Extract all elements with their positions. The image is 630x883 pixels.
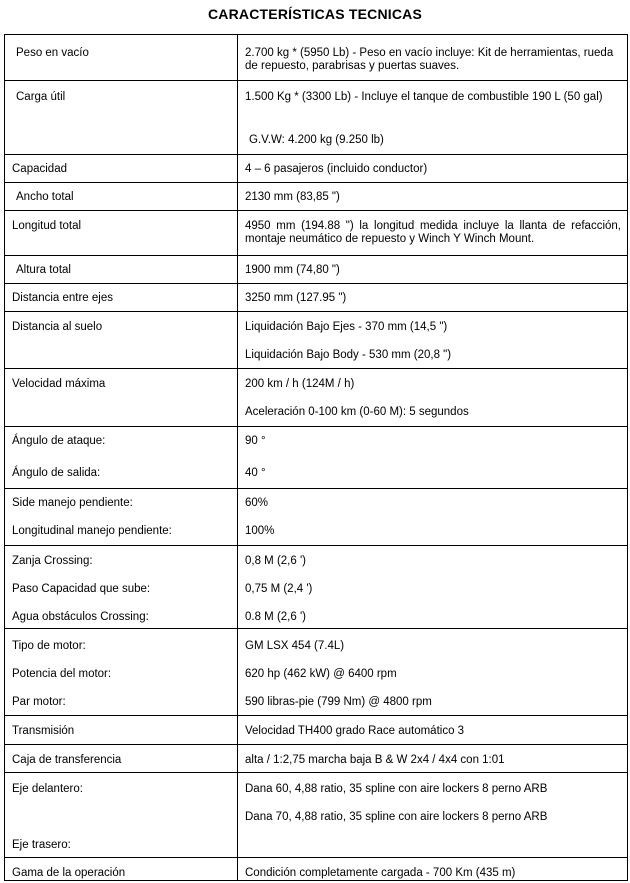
label-peso: Peso en vacío bbox=[16, 47, 89, 59]
value-aceleracion: Aceleración 0-100 km (0-60 M): 5 segundos bbox=[245, 406, 469, 418]
row-divider bbox=[4, 210, 628, 211]
value-velocidad: 200 km / h (124M / h) bbox=[245, 378, 355, 390]
value-angulo-salida: 40 ° bbox=[245, 467, 266, 479]
value-altura: 1900 mm (74,80 ") bbox=[245, 264, 340, 276]
value-eje-delantero: Dana 60, 4,88 ratio, 35 spline con aire lockers 8 perno ARB bbox=[245, 783, 548, 795]
label-ancho: Ancho total bbox=[16, 191, 74, 203]
value-potencia: 620 hp (462 kW) @ 6400 rpm bbox=[245, 668, 397, 680]
value-side-pendiente: 60% bbox=[245, 497, 269, 509]
label-capacidad: Capacidad bbox=[12, 163, 67, 175]
label-eje-delantero: Eje delantero: bbox=[12, 783, 83, 795]
value-tipo-motor: GM LSX 454 (7.4L) bbox=[245, 640, 345, 652]
value-paso: 0,75 M (2,4 ') bbox=[245, 583, 313, 595]
label-transmision: Transmisión bbox=[12, 725, 75, 737]
label-gama: Gama de la operación bbox=[12, 867, 126, 879]
label-angulo-salida: Ángulo de salida: bbox=[12, 467, 101, 479]
value-longitud: 4950 mm (194.88 ") la longitud medida incluye la llanta de refacción, montaje neumático de repuesto y Winch Y Winch Mount. bbox=[245, 220, 621, 245]
row-divider bbox=[4, 545, 628, 546]
page-title: CARACTERÍSTICAS TECNICAS bbox=[207, 6, 423, 22]
value-peso: 2.700 kg * (5950 Lb) - Peso en vacío incluye: Kit de herramientas, rueda de repuesto, parabrisas y puertas suaves. bbox=[245, 47, 614, 72]
value-zanja: 0,8 M (2,6 ') bbox=[245, 555, 306, 567]
row-divider bbox=[4, 80, 628, 81]
label-caja: Caja de transferencia bbox=[12, 754, 122, 766]
value-par: 590 libras-pie (799 Nm) @ 4800 rpm bbox=[245, 696, 432, 708]
label-carga: Carga útil bbox=[16, 91, 66, 103]
label-distancia-ejes: Distancia entre ejes bbox=[12, 292, 113, 304]
row-divider bbox=[4, 857, 628, 858]
row-divider bbox=[4, 154, 628, 155]
row-divider bbox=[4, 182, 628, 183]
value-carga: 1.500 Kg * (3300 Lb) - Incluye el tanque de combustible 190 L (50 gal) bbox=[245, 91, 603, 103]
label-longitud: Longitud total bbox=[12, 220, 82, 232]
label-distancia-suelo: Distancia al suelo bbox=[12, 321, 103, 333]
label-zanja: Zanja Crossing: bbox=[12, 555, 93, 567]
value-gama: Condición completamente cargada - 700 Km (435 m) bbox=[245, 867, 516, 879]
label-tipo-motor: Tipo de motor: bbox=[12, 640, 86, 652]
label-side-pendiente: Side manejo pendiente: bbox=[12, 497, 133, 509]
value-transmision: Velocidad TH400 grado Race automático 3 bbox=[245, 725, 465, 737]
value-ancho: 2130 mm (83,85 ") bbox=[245, 191, 340, 203]
row-divider bbox=[4, 628, 628, 629]
row-divider bbox=[4, 426, 628, 427]
value-eje-trasero: Dana 70, 4,88 ratio, 35 spline con aire lockers 8 perno ARB bbox=[245, 811, 548, 823]
column-divider bbox=[237, 34, 238, 881]
value-angulo-ataque: 90 ° bbox=[245, 435, 266, 447]
label-eje-trasero: Eje trasero: bbox=[12, 839, 71, 851]
row-divider bbox=[4, 715, 628, 716]
label-par: Par motor: bbox=[12, 696, 66, 708]
row-divider bbox=[4, 744, 628, 745]
row-divider bbox=[4, 488, 628, 489]
row-divider bbox=[4, 311, 628, 312]
label-angulo-ataque: Ángulo de ataque: bbox=[12, 435, 106, 447]
row-divider bbox=[4, 283, 628, 284]
label-altura: Altura total bbox=[16, 264, 71, 276]
value-longitudinal-pendiente: 100% bbox=[245, 525, 275, 537]
label-agua: Agua obstáculos Crossing: bbox=[12, 611, 149, 623]
value-capacidad: 4 – 6 pasajeros (incluido conductor) bbox=[245, 163, 428, 175]
label-potencia: Potencia del motor: bbox=[12, 668, 112, 680]
label-paso: Paso Capacidad que sube: bbox=[12, 583, 151, 595]
row-divider bbox=[4, 255, 628, 256]
value-distancia-ejes: 3250 mm (127.95 ") bbox=[245, 292, 347, 304]
label-velocidad: Velocidad máxima bbox=[12, 378, 106, 390]
value-caja: alta / 1:2,75 marcha baja B & W 2x4 / 4x4 con 1:01 bbox=[245, 754, 505, 766]
value-agua: 0.8 M (2,6 ') bbox=[245, 611, 306, 623]
label-longitudinal-pendiente: Longitudinal manejo pendiente: bbox=[12, 525, 172, 537]
value-distancia-suelo-body: Liquidación Bajo Body - 530 mm (20,8 ") bbox=[245, 349, 452, 361]
row-divider bbox=[4, 368, 628, 369]
value-carga-gvw: G.V.W: 4.200 kg (9.250 lb) bbox=[249, 134, 384, 146]
row-divider bbox=[4, 772, 628, 773]
value-distancia-suelo-ejes: Liquidación Bajo Ejes - 370 mm (14,5 ") bbox=[245, 321, 448, 333]
